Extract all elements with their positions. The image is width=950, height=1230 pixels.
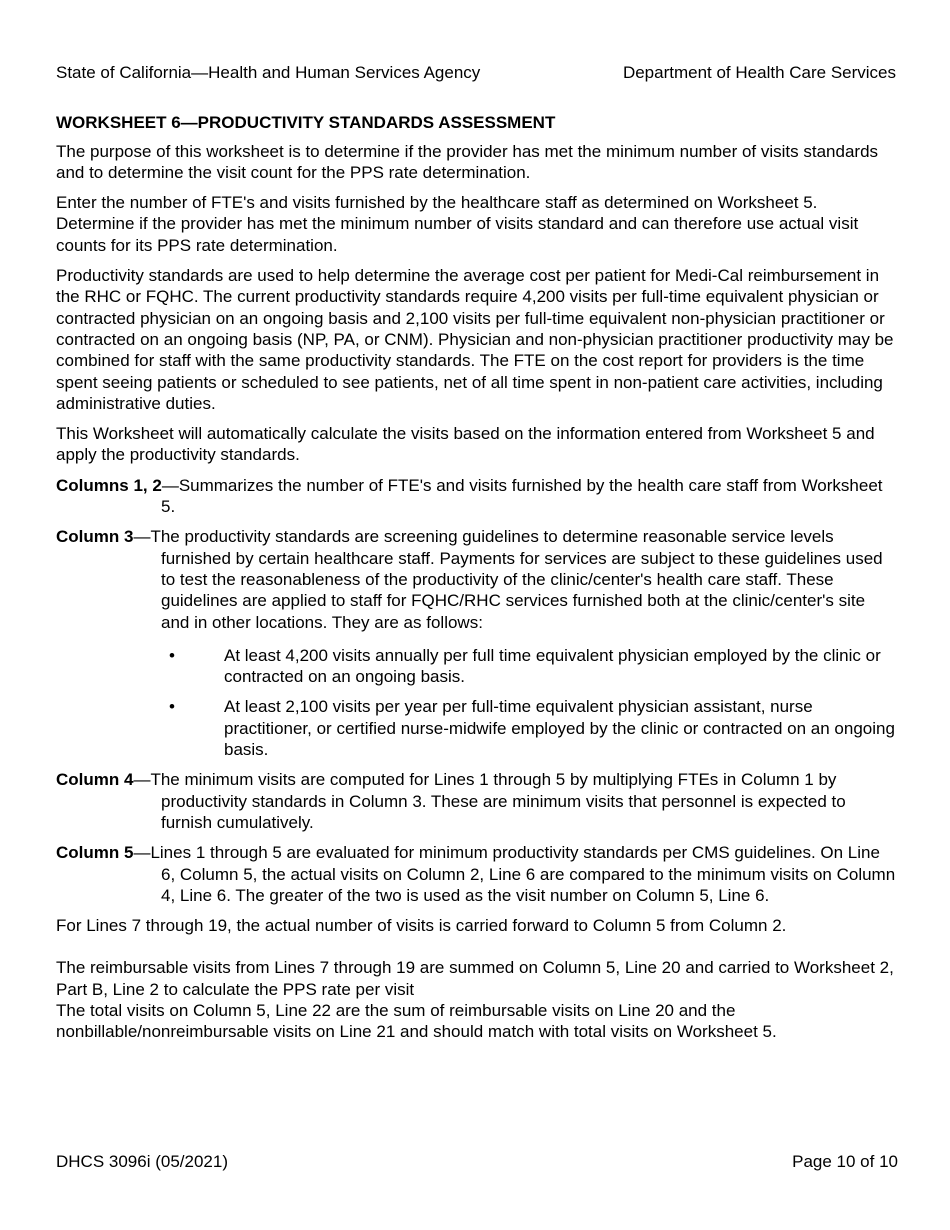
- column-1-2-description: [56, 475, 896, 518]
- productivity-paragraph: Productivity standards are used to help determine the average cost per patient for Medi-Cal reimbursement in the RHC or FQHC. The current productivity standards require 4,200 visits per full-time equivalent physician or contracted physician on an ongoing basis and 2,100 visits per full-time equivalent non-physician practitioner or contracted on an ongoing basis (NP, PA, or CNM). Physician and non-physician practitioner productivity may be combined for staff with the same productivity standards. The FTE on the cost report for providers is the time spent seeing patients or scheduled to see patients, net of all time spent in non-patient care activities, including administrative duties.: [56, 266, 894, 413]
- instructions-paragraph: Enter the number of FTE's and visits furnished by the healthcare staff as determined on Worksheet 5. Determine if the provider has met the minimum number of visits standard and can therefore use actual visit counts for its PPS rate determination.: [56, 193, 859, 255]
- lines-7-19-paragraph: For Lines 7 through 19, the actual number of visits is carried forward to Column 5 from Column 2.: [56, 916, 787, 936]
- column-text: —The minimum visits are computed for Lines 1 through 5 by multiplying FTEs in Column 1 by productivity standards in Column 3. These are minimum visits that personnel is expected to furnish cumulatively.: [133, 770, 846, 832]
- column-text: —Lines 1 through 5 are evaluated for minimum productivity standards per CMS guidelines. On Line 6, Column 5, the actual visits on Column 2, Line 6 are compared to the minimum visits on Column 4, Line 6. The greater of the two is used as the visit number on Column 5, Line 6.: [133, 843, 896, 905]
- column-label: Columns 1, 2: [56, 475, 162, 495]
- column-5-description: [56, 842, 896, 906]
- list-item-text: At least 2,100 visits per year per full-time equivalent physician assistant, nurse practitioner, or certified nurse-midwife employed by the clinic or contracted on an ongoing basis.: [224, 697, 895, 760]
- column-label: Column 4: [56, 770, 134, 790]
- page-number: Page 10 of 10: [792, 1152, 898, 1171]
- list-item-text: At least 4,200 visits annually per full time equivalent physician employed by the clinic or contracted on an ongoing basis.: [224, 645, 881, 687]
- auto-calc-paragraph: This Worksheet will automatically calculate the visits based on the information entered from Worksheet 5 and apply the productivity standards.: [56, 424, 875, 465]
- reimbursable-visits-paragraph: The reimbursable visits from Lines 7 through 19 are summed on Column 5, Line 20 and carried to Worksheet 2, Part B, Line 2 to calculate the PPS rate per visit: [56, 958, 894, 999]
- column-3-description: [56, 526, 896, 632]
- productivity-standards-list: [56, 645, 896, 760]
- column-4-description: [56, 769, 896, 833]
- purpose-paragraph: The purpose of this worksheet is to determine if the provider has met the minimum number of visits standards and to determine the visit count for the PPS rate determination.: [56, 141, 879, 182]
- agency-name: State of California—Health and Human Services Agency: [56, 63, 481, 82]
- bullet-icon: •: [169, 697, 175, 717]
- column-label: Column 5: [56, 843, 134, 863]
- list-item: [56, 645, 896, 688]
- column-label: Column 3: [56, 527, 134, 547]
- bullet-icon: •: [169, 645, 175, 665]
- document-page: [56, 62, 896, 1043]
- worksheet-title: WORKSHEET 6—PRODUCTIVITY STANDARDS ASSESSMENT: [56, 113, 556, 133]
- department-name: Department of Health Care Services: [622, 63, 896, 82]
- page-footer: [56, 1152, 898, 1172]
- list-item: [56, 696, 896, 760]
- page-header: [56, 62, 896, 83]
- form-id: DHCS 3096i (05/2021): [56, 1152, 228, 1171]
- column-text: —The productivity standards are screening guidelines to determine reasonable service levels furnished by certain healthcare staff. Payments for services are subject to these guidelines used to test the reasonableness of the productivity of the clinic/center's health care staff. These guidelines are applied to staff for FQHC/RHC services furnished both at the clinic/center's site and in other locations. They are as follows:: [133, 527, 883, 632]
- column-text: —Summarizes the number of FTE's and visits furnished by the health care staff from Worksheet 5.: [161, 475, 883, 517]
- total-visits-paragraph: The total visits on Column 5, Line 22 are the sum of reimbursable visits on Line 20 and the nonbillable/nonreimbursable visits on Line 21 and should match with total visits on Worksheet 5.: [56, 1000, 777, 1042]
